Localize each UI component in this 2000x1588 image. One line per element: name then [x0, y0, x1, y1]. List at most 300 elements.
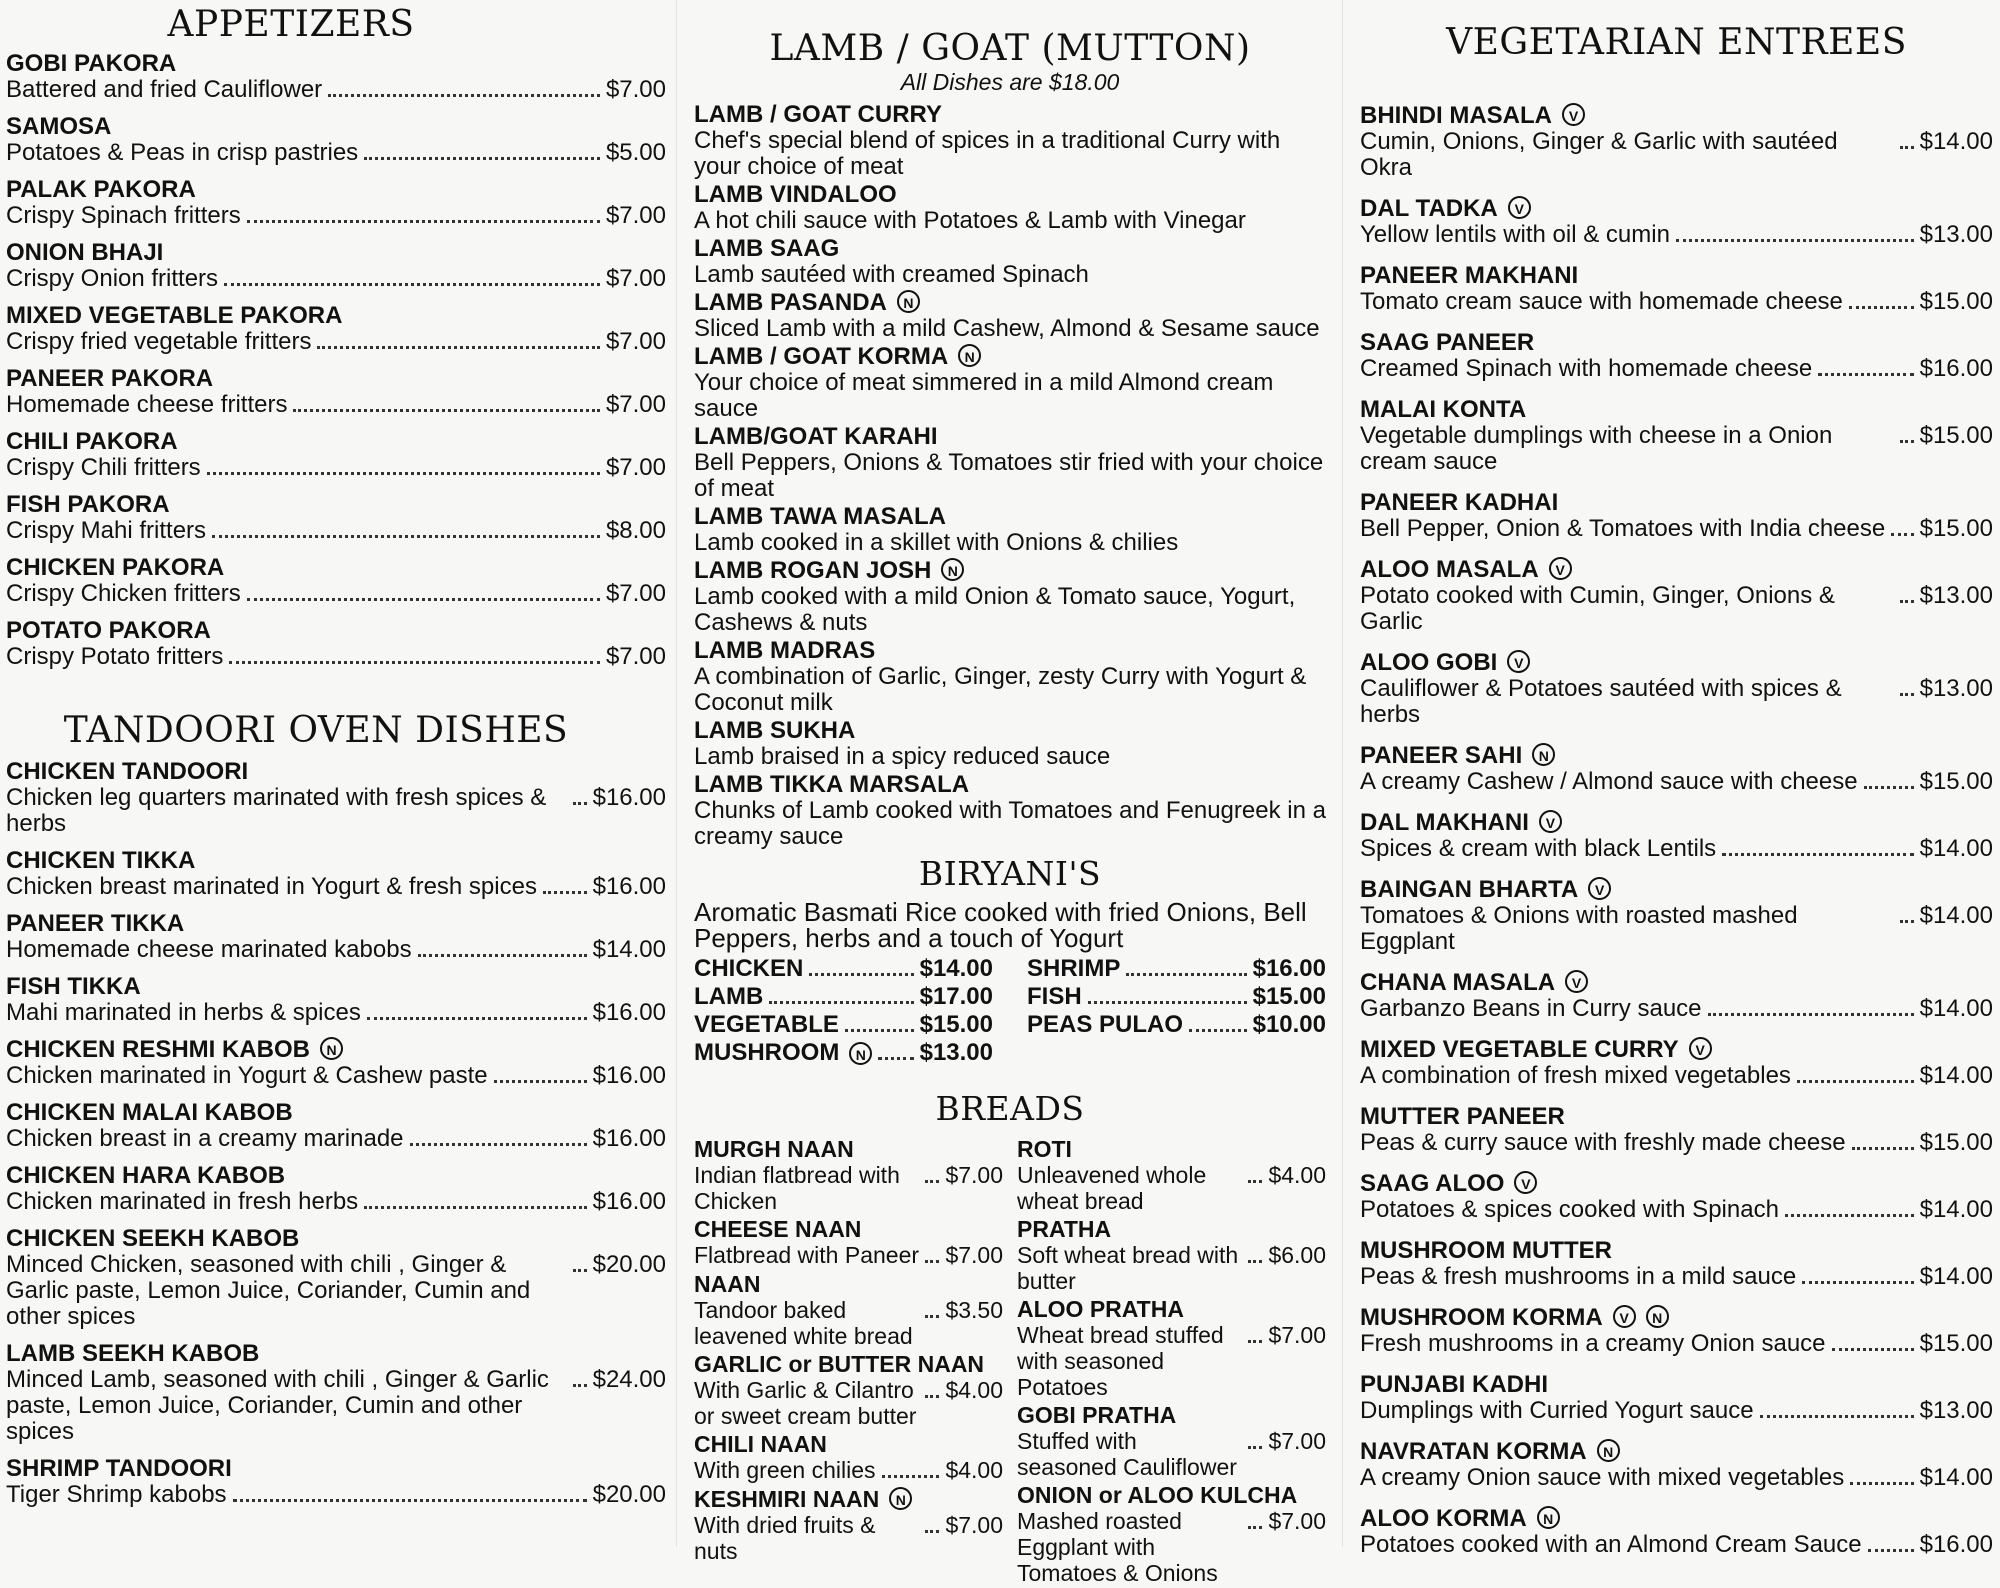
- menu-item-name: [1360, 1506, 1993, 1532]
- menu-item-name: [6, 51, 666, 77]
- menu-item-price: $16.00: [1919, 355, 1993, 382]
- dietary-badge-icon: V: [1507, 650, 1530, 673]
- appetizers-section: [6, 4, 666, 670]
- menu-item-description: Lamb cooked in a skillet with Onions & chilies: [694, 529, 1179, 556]
- menu-item-name: [694, 1431, 1003, 1457]
- menu-item-price: $14.00: [1919, 1464, 1993, 1491]
- menu-item-line: [1360, 1532, 1993, 1558]
- menu-item: [1360, 1372, 1993, 1424]
- dietary-badge-icon: V: [1539, 810, 1562, 833]
- menu-item-name-text: MIXED VEGETABLE PAKORA: [6, 302, 343, 329]
- menu-item-name-text: CHEESE NAAN: [694, 1216, 862, 1242]
- menu-item-price: $4.00: [945, 1457, 1003, 1483]
- menu-item: [6, 848, 666, 900]
- menu-item-name-text: LAMB TIKKA MARSALA: [694, 771, 970, 798]
- menu-item-name: [1360, 1439, 1993, 1465]
- menu-item-name: [6, 911, 666, 937]
- menu-item-line: [1360, 222, 1993, 248]
- menu-item-description: Cumin, Onions, Ginger & Garlic with sautéed Okra: [1360, 128, 1838, 181]
- menu-item-name: [1360, 1104, 1993, 1130]
- menu-item-name: [694, 102, 1326, 128]
- menu-item-name: [6, 114, 666, 140]
- menu-item-name: [1360, 810, 1993, 836]
- menu-item-description: Creamed Spinach with homemade cheese: [1360, 355, 1813, 382]
- menu-item-name: [694, 558, 1326, 584]
- biryani-left-column: [694, 955, 993, 1067]
- dietary-badge-icon: V: [1613, 1305, 1636, 1328]
- menu-item-price: $7.00: [605, 454, 666, 481]
- menu-item-price: $7.00: [605, 202, 666, 229]
- menu-item-line: [1360, 1398, 1993, 1424]
- dot-leader: [1868, 1549, 1914, 1552]
- menu-item: [694, 772, 1326, 850]
- menu-item-description: Minced Lamb, seasoned with chili , Ginger & Garlic paste, Lemon Juice, Coriander, Cumin and other spices: [6, 1366, 549, 1445]
- menu-item-description: Crispy Onion fritters: [6, 265, 219, 292]
- menu-item-description: Wheat bread stuffed with seasoned Potatoes: [1017, 1322, 1224, 1400]
- menu-item-line: [6, 392, 666, 418]
- menu-item-description: With dried fruits & nuts: [694, 1512, 876, 1564]
- menu-item-name-text: LAMB / GOAT CURRY: [694, 101, 942, 128]
- dietary-badge-icon: V: [1565, 970, 1588, 993]
- menu-item-price: $15.00: [1919, 515, 1993, 542]
- menu-item-price: $16.00: [1919, 1531, 1993, 1558]
- dot-leader: [925, 1315, 939, 1318]
- biryani-item-name: CHICKEN: [694, 955, 804, 982]
- vegetarian-list: [1360, 103, 1993, 1558]
- menu-item-name: [1360, 397, 1993, 423]
- dot-leader: [233, 1499, 587, 1502]
- dot-leader: [1850, 1482, 1913, 1485]
- menu-item-name-text: PUNJABI KADHI: [1360, 1371, 1549, 1398]
- menu-item-name-text: CHICKEN TANDOORI: [6, 758, 249, 785]
- menu-item-name: [694, 1216, 1003, 1242]
- menu-item-name-text: NAVRATAN KORMA: [1360, 1438, 1587, 1465]
- menu-item-name: [6, 177, 666, 203]
- menu-item-price: $7.00: [605, 76, 666, 103]
- menu-item-line: [6, 329, 666, 355]
- menu-item-name: [6, 303, 666, 329]
- menu-item-name-text: MURGH NAAN: [694, 1136, 854, 1162]
- menu-item-line: [6, 1189, 666, 1215]
- menu-item: [1360, 1104, 1993, 1156]
- dot-leader: [1248, 1260, 1262, 1263]
- menu-item-name: [6, 618, 666, 644]
- menu-item-name: [6, 1456, 666, 1482]
- menu-item-price: $7.00: [605, 580, 666, 607]
- menu-item-name-text: PRATHA: [1017, 1216, 1112, 1242]
- dot-leader: [1832, 1348, 1914, 1351]
- dietary-badge-icon: N: [958, 344, 981, 367]
- menu-item-line: [1360, 1264, 1993, 1290]
- menu-item-name-text: SHRIMP TANDOORI: [6, 1455, 232, 1482]
- menu-item-name-text: CHICKEN PAKORA: [6, 554, 225, 581]
- menu-item-name-text: PANEER SAHI: [1360, 742, 1523, 769]
- menu-item: [694, 1271, 1003, 1349]
- dot-leader: [317, 346, 599, 349]
- menu-item-name-text: FISH TIKKA: [6, 973, 141, 1000]
- biryani-item-name: FISH: [1027, 983, 1082, 1010]
- menu-item-price: $15.00: [1919, 768, 1993, 795]
- menu-item: [6, 429, 666, 481]
- menu-item-name-text: ALOO PRATHA: [1017, 1296, 1184, 1322]
- menu-item-line: [6, 1063, 666, 1089]
- menu-item-name-text: FISH PAKORA: [6, 491, 170, 518]
- dot-leader: [1891, 533, 1913, 536]
- dietary-badge-icon: V: [1514, 1171, 1537, 1194]
- menu-item-name-text: PANEER TIKKA: [6, 910, 185, 937]
- menu-item-description: Mahi marinated in herbs & spices: [6, 999, 361, 1026]
- menu-item-price: $16.00: [592, 873, 666, 900]
- menu-item-line: [6, 581, 666, 607]
- dot-leader: [1864, 786, 1914, 789]
- menu-item-name-text: GOBI PRATHA: [1017, 1402, 1177, 1428]
- dot-leader: [925, 1530, 939, 1533]
- vegetarian-section: [1360, 22, 1993, 1558]
- menu-item-price: $14.00: [592, 936, 666, 963]
- menu-item-line: [6, 203, 666, 229]
- menu-item-price: $14.00: [1919, 128, 1993, 155]
- menu-item-line: [694, 1297, 1003, 1349]
- menu-item-name: [694, 1136, 1003, 1162]
- menu-item-line: [1360, 356, 1993, 382]
- menu-column-right: [1352, 0, 1997, 1558]
- menu-item-name-text: SAAG ALOO: [1360, 1170, 1505, 1197]
- menu-item-description: Chicken breast in a creamy marinade: [6, 1125, 404, 1152]
- biryani-item-price: $13.00: [919, 1039, 993, 1066]
- menu-item-name-text: CHANA MASALA: [1360, 969, 1556, 996]
- menu-item-name: [694, 1271, 1003, 1297]
- dot-leader: [1802, 1281, 1913, 1284]
- menu-item-price: $14.00: [1919, 995, 1993, 1022]
- fold-line-right: [1342, 0, 1343, 1547]
- menu-item-description: Crispy Mahi fritters: [6, 517, 207, 544]
- menu-item-price: $16.00: [592, 784, 666, 811]
- biryani-section: [694, 854, 1326, 1067]
- menu-item-name-text: MALAI KONTA: [1360, 396, 1527, 423]
- biryani-intro: Aromatic Basmati Rice cooked with fried Onions, Bell Peppers, herbs and a touch of Yogurt: [694, 897, 1307, 953]
- menu-item: [694, 1486, 1003, 1564]
- menu-item-price: $16.00: [592, 1188, 666, 1215]
- menu-item-name-text: LAMB ROGAN JOSH: [694, 557, 932, 584]
- menu-item-price: $16.00: [592, 1062, 666, 1089]
- menu-item-price: $7.00: [1268, 1428, 1326, 1454]
- menu-item-name: [6, 1100, 666, 1126]
- menu-item-name-text: ONION BHAJI: [6, 239, 164, 266]
- dot-leader: [1900, 440, 1914, 443]
- menu-item-description: Tomatoes & Onions with roasted mashed Eggplant: [1360, 902, 1798, 955]
- menu-item-description: Chunks of Lamb cooked with Tomatoes and Fenugreek in a creamy sauce: [694, 797, 1326, 850]
- menu-item-name-text: BHINDI MASALA: [1360, 102, 1552, 129]
- dot-leader: [1760, 1415, 1914, 1418]
- menu-item-name-text: ROTI: [1017, 1136, 1072, 1162]
- dietary-badge-icon: V: [1588, 877, 1611, 900]
- menu-item: [694, 558, 1326, 636]
- menu-item-name-text: LAMB VINDALOO: [694, 181, 897, 208]
- breads-section: [694, 1089, 1326, 1588]
- menu-item: [1360, 1171, 1993, 1223]
- menu-item-name-text: PANEER PAKORA: [6, 365, 214, 392]
- menu-item: [6, 618, 666, 670]
- menu-item: [6, 974, 666, 1026]
- menu-item-price: $15.00: [1919, 1129, 1993, 1156]
- menu-item-name-text: CHICKEN TIKKA: [6, 847, 196, 874]
- menu-item-name-text: MUSHROOM KORMA: [1360, 1304, 1603, 1331]
- menu-item-price: $20.00: [592, 1251, 666, 1278]
- menu-item-line: [1360, 516, 1993, 542]
- menu-item-name-text: LAMB PASANDA: [694, 289, 887, 316]
- menu-item: [694, 290, 1326, 342]
- vegetarian-title: VEGETARIAN ENTREES: [1446, 22, 1907, 63]
- dot-leader: [212, 535, 600, 538]
- menu-item-name-text: ALOO GOBI: [1360, 649, 1498, 676]
- menu-item-line: [6, 518, 666, 544]
- tandoori-section: [6, 710, 666, 1508]
- dietary-badge-icon: N: [889, 1487, 912, 1510]
- menu-item-description: Chicken marinated in fresh herbs: [6, 1188, 359, 1215]
- menu-item-name-text: MIXED VEGETABLE CURRY: [1360, 1036, 1679, 1063]
- menu-item-description: Garbanzo Beans in Curry sauce: [1360, 995, 1702, 1022]
- menu-item-line: [694, 1457, 1003, 1484]
- menu-item: [6, 51, 666, 103]
- menu-item: [694, 504, 1326, 556]
- menu-item-name: [694, 772, 1326, 798]
- dietary-badge-icon: V: [1562, 103, 1585, 126]
- menu-item-line: [1360, 583, 1993, 635]
- menu-item-line: [6, 1000, 666, 1026]
- menu-item-name: [1360, 650, 1993, 676]
- menu-item-description: Crispy Potato fritters: [6, 643, 224, 670]
- menu-item-name: [1360, 970, 1993, 996]
- menu-item: [6, 1163, 666, 1215]
- menu-item-name: [6, 1037, 666, 1063]
- menu-item-line: [1017, 1322, 1326, 1400]
- dot-leader: [418, 954, 587, 957]
- menu-item: [694, 1431, 1003, 1484]
- menu-item-line: [1360, 903, 1993, 955]
- dot-leader: [364, 1206, 586, 1209]
- dot-leader: [573, 1269, 587, 1272]
- dot-leader: [1849, 306, 1914, 309]
- menu-item-price: $13.00: [1919, 675, 1993, 702]
- breads-left-column: [694, 1136, 1003, 1588]
- dot-leader: [1189, 1029, 1247, 1032]
- menu-item-line: [1360, 996, 1993, 1022]
- menu-item-line: [1360, 836, 1993, 862]
- dot-leader: [494, 1080, 587, 1083]
- breads-grid: [694, 1136, 1326, 1588]
- menu-item-line: [694, 1242, 1003, 1269]
- menu-item-name-text: LAMB MADRAS: [694, 637, 876, 664]
- menu-item-line: [1017, 1242, 1326, 1294]
- menu-item-price: $3.50: [945, 1297, 1003, 1323]
- menu-item-price: $5.00: [605, 139, 666, 166]
- menu-item-price: $14.00: [1919, 835, 1993, 862]
- menu-item-name: [1360, 103, 1993, 129]
- menu-item-description: Soft wheat bread with butter: [1017, 1242, 1239, 1294]
- menu-item: [6, 1456, 666, 1508]
- dot-leader: [769, 1001, 913, 1004]
- tandoori-list: [6, 759, 666, 1508]
- menu-item: [1360, 397, 1993, 475]
- menu-item-price: $13.00: [1919, 582, 1993, 609]
- menu-item: [1360, 557, 1993, 635]
- menu-item-name: [694, 182, 1326, 208]
- menu-item: [1360, 1506, 1993, 1558]
- menu-item-name: [6, 759, 666, 785]
- menu-item-name-text: LAMB/GOAT KARAHI: [694, 423, 938, 450]
- menu-item-price: $7.00: [945, 1242, 1003, 1268]
- menu-item: [694, 102, 1326, 180]
- menu-item-name-text: CHILI NAAN: [694, 1431, 827, 1457]
- menu-item: [1360, 970, 1993, 1022]
- menu-item-name-text: MUTTER PANEER: [1360, 1103, 1565, 1130]
- menu-item: [6, 1226, 666, 1330]
- menu-item-line: [694, 1377, 1003, 1429]
- dot-leader: [1722, 853, 1913, 856]
- menu-item-name: [1360, 877, 1993, 903]
- dot-leader: [293, 409, 599, 412]
- biryani-item-name: MUSHROOM: [694, 1039, 840, 1066]
- menu-item: [1360, 1037, 1993, 1089]
- menu-item: [1360, 1439, 1993, 1491]
- menu-item-name-text: POTATO PAKORA: [6, 617, 211, 644]
- menu-item-description: A creamy Onion sauce with mixed vegetables: [1360, 1464, 1845, 1491]
- lamb-title: LAMB / GOAT (MUTTON): [769, 28, 1251, 69]
- menu-item-description: Potato cooked with Cumin, Ginger, Onions & Garlic: [1360, 582, 1835, 635]
- menu-item: [6, 114, 666, 166]
- menu-item-line: [1360, 1130, 1993, 1156]
- menu-item-name-text: GARLIC or BUTTER NAAN: [694, 1351, 985, 1377]
- menu-item-name: [694, 718, 1326, 744]
- biryani-item-name: LAMB: [694, 983, 764, 1010]
- menu-item: [1360, 196, 1993, 248]
- menu-item: [1360, 810, 1993, 862]
- menu-item: [694, 344, 1326, 422]
- dot-leader: [1818, 373, 1913, 376]
- menu-item-price: $24.00: [592, 1366, 666, 1393]
- dot-leader: [573, 1384, 587, 1387]
- menu-item: [694, 1216, 1003, 1269]
- menu-item: [6, 177, 666, 229]
- menu-item-name-text: PANEER KADHAI: [1360, 489, 1559, 516]
- menu-item-name-text: LAMB TAWA MASALA: [694, 503, 946, 530]
- menu-item-line: [1360, 1331, 1993, 1357]
- dot-leader: [1248, 1446, 1262, 1449]
- menu-item-line: [694, 1512, 1003, 1564]
- menu-item: [694, 182, 1326, 234]
- menu-item: [6, 1341, 666, 1445]
- menu-item: [1360, 330, 1993, 382]
- dietary-badge-icon: V: [1689, 1037, 1712, 1060]
- menu-item-name: [6, 429, 666, 455]
- menu-item-description: Crispy Spinach fritters: [6, 202, 241, 229]
- menu-item-name-text: LAMB SEEKH KABOB: [6, 1340, 260, 1367]
- menu-item-description: Potatoes & spices cooked with Spinach: [1360, 1196, 1779, 1223]
- menu-item-description: Tomato cream sauce with homemade cheese: [1360, 288, 1843, 315]
- menu-item-name: [1360, 1037, 1993, 1063]
- menu-item-line: [6, 785, 666, 837]
- menu-item-description: Mashed roasted Eggplant with Tomatoes & Onions: [1017, 1508, 1218, 1586]
- menu-item-line: [1360, 423, 1993, 475]
- menu-item-description: Chicken breast marinated in Yogurt & fresh spices: [6, 873, 537, 900]
- menu-item-price: $4.00: [945, 1377, 1003, 1403]
- menu-item: [694, 1136, 1003, 1214]
- menu-item: [1017, 1216, 1326, 1294]
- dot-leader: [1900, 146, 1914, 149]
- menu-item-name: [1360, 263, 1993, 289]
- menu-item-name-text: NAAN: [694, 1271, 761, 1297]
- menu-item-name: [6, 848, 666, 874]
- dot-leader: [573, 802, 587, 805]
- menu-item-description: Homemade cheese fritters: [6, 391, 288, 418]
- menu-item-description: Potatoes cooked with an Almond Cream Sauce: [1360, 1531, 1862, 1558]
- biryani-item-price: $16.00: [1252, 955, 1326, 982]
- menu-item-name: [1360, 743, 1993, 769]
- menu-item-name: [6, 1341, 666, 1367]
- dot-leader: [1797, 1080, 1914, 1083]
- menu-item-description: Stuffed with seasoned Cauliflower: [1017, 1428, 1237, 1480]
- dietary-badge-icon: N: [941, 558, 964, 581]
- menu-item: [6, 1037, 666, 1089]
- menu-item: [694, 638, 1326, 716]
- menu-item: [1017, 1296, 1326, 1400]
- dietary-badge-icon: N: [1532, 743, 1555, 766]
- menu-item-description: Battered and fried Cauliflower: [6, 76, 323, 103]
- menu-item-description: A combination of Garlic, Ginger, zesty Curry with Yogurt & Coconut milk: [694, 663, 1307, 716]
- menu-item: [1360, 877, 1993, 955]
- biryani-item: [694, 1011, 993, 1039]
- menu-item-name-text: LAMB SUKHA: [694, 717, 856, 744]
- menu-item: [6, 240, 666, 292]
- menu-item: [6, 366, 666, 418]
- menu-item-price: $13.00: [1919, 1397, 1993, 1424]
- menu-item: [1360, 743, 1993, 795]
- menu-item-name-text: LAMB SAAG: [694, 235, 840, 262]
- menu-item-price: $20.00: [592, 1481, 666, 1508]
- dot-leader: [1852, 1147, 1914, 1150]
- biryani-item: [1027, 955, 1326, 983]
- tandoori-title: TANDOORI OVEN DISHES: [63, 710, 569, 751]
- menu-item-price: $7.00: [1268, 1508, 1326, 1534]
- menu-item-price: $8.00: [605, 517, 666, 544]
- biryani-grid: [694, 955, 1326, 1067]
- menu-item-description: A hot chili sauce with Potatoes & Lamb with Vinegar: [694, 207, 1246, 234]
- dot-leader: [809, 973, 913, 976]
- menu-item-name: [1360, 490, 1993, 516]
- menu-item-description: With green chilies: [694, 1457, 876, 1483]
- menu-item-line: [6, 140, 666, 166]
- dot-leader: [925, 1395, 939, 1398]
- menu-item-price: $14.00: [1919, 1062, 1993, 1089]
- menu-item: [1360, 650, 1993, 728]
- menu-item-name-text: PALAK PAKORA: [6, 176, 196, 203]
- menu-item-name: [1360, 1305, 1993, 1331]
- menu-item-description: Vegetable dumplings with cheese in a Onion cream sauce: [1360, 422, 1833, 475]
- dot-leader: [1248, 1526, 1262, 1529]
- dot-leader: [1676, 239, 1914, 242]
- menu-item-description: Peas & curry sauce with freshly made cheese: [1360, 1129, 1846, 1156]
- menu-item: [1360, 1305, 1993, 1357]
- menu-item-price: $14.00: [1919, 1263, 1993, 1290]
- menu-item: [6, 759, 666, 837]
- menu-item-name: [694, 344, 1326, 370]
- menu-item-description: Lamb sautéed with creamed Spinach: [694, 261, 1089, 288]
- menu-item-description: Lamb braised in a spicy reduced sauce: [694, 743, 1111, 770]
- menu-item: [694, 424, 1326, 502]
- menu-item-price: $16.00: [592, 1125, 666, 1152]
- menu-item-line: [6, 266, 666, 292]
- menu-item-description: Indian flatbread with Chicken: [694, 1162, 900, 1214]
